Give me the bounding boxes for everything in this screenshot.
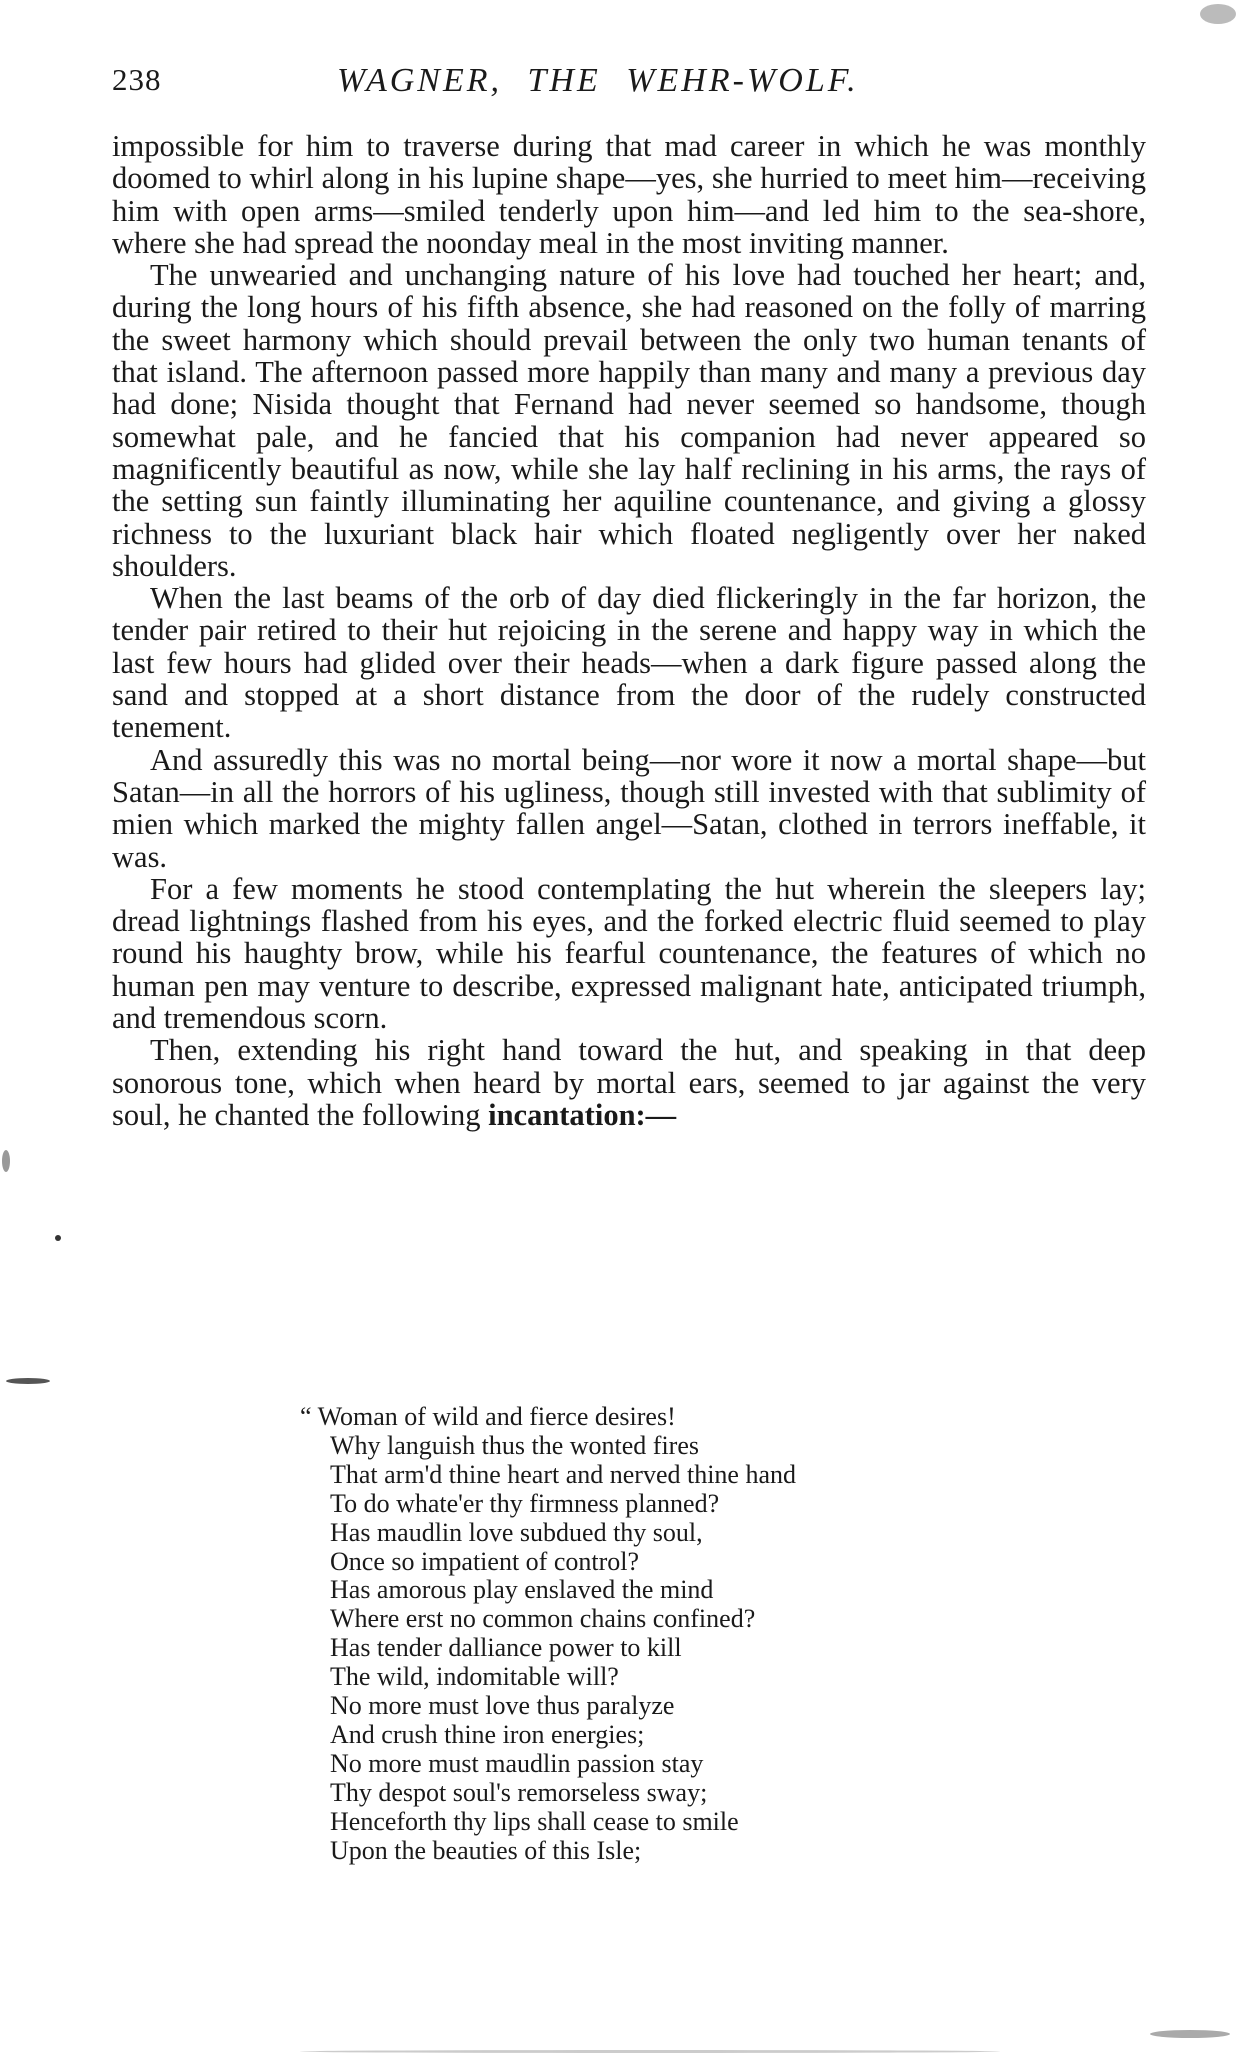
verse-line: That arm'd thine heart and nerved thine hand	[330, 1459, 797, 1489]
verse-line: “ Woman of wild and fierce desires!	[300, 1402, 676, 1431]
paragraph: For a few moments he stood contemplating the hut wherein the sleepers lay; dread lightnings flashed from his eyes, and the forked electric fluid seemed to play round his haughty brow, while his fearful countenance, the features of which no human pen may venture to describe, expressed malignant hate, anticipated triumph, and tremendous scorn.	[112, 871, 1146, 1036]
verse-line: To do whate'er thy firmness planned?	[330, 1488, 720, 1518]
incantation-verse	[300, 1403, 1060, 1866]
verse-line: No more must maudlin passion stay	[330, 1748, 704, 1778]
scan-speck	[1150, 2030, 1230, 2038]
verse-line: The wild, indomitable will?	[330, 1662, 619, 1692]
scan-speck	[2, 1150, 10, 1172]
scan-speck	[1200, 4, 1236, 24]
paragraph: impossible for him to traverse during that mad career in which he was monthly doomed to whirl along in his lupine shape—yes, she hurried to meet him—receiving him with open arms—smiled tenderly upon him—and led him to the sea-shore, where she had spread the noonday meal in the most inviting manner.	[112, 129, 1146, 260]
verse-line: Where erst no common chains confined?	[330, 1604, 756, 1634]
verse-line: Has amorous play enslaved the mind	[330, 1575, 714, 1605]
paragraph: The unwearied and unchanging nature of his love had touched her heart; and, during the long hours of his fifth absence, she had reasoned on the folly of marring the sweet harmony which should prevail between the only two human tenants of that island. The afternoon passed more happily than many and many a previous day had done; Nisida thought that Fernand had never seemed so handsome, though somewhat pale, and he fancied that his companion had never appeared so magnificently beautiful as now, while she lay half reclining in his arms, the rays of the setting sun faintly illuminating her aquiline countenance, and giving a glossy richness to the luxuriant black hair which floated negligently over her naked shoulders.	[112, 258, 1146, 583]
verse-line: Has maudlin love subdued thy soul,	[330, 1517, 703, 1547]
verse-line: Why languish thus the wonted fires	[330, 1430, 699, 1460]
body-text	[112, 130, 1146, 1131]
paragraph-text: Then, extending his right hand toward the hut, and speaking in that deep sonorous tone, which when heard by mortal ears, seemed to jar against the very soul, he chanted the following	[112, 1033, 1146, 1132]
verse-line: No more must love thus paralyze	[330, 1691, 675, 1721]
incantation-label: incantation:—	[488, 1097, 677, 1132]
verse-line: Upon the beauties of this Isle;	[330, 1835, 642, 1865]
verse-line: Thy despot soul's remorseless sway;	[330, 1777, 708, 1807]
verse-line: And crush thine iron energies;	[330, 1719, 645, 1749]
paragraph: When the last beams of the orb of day died flickeringly in the far horizon, the tender pair retired to their hut rejoicing in the serene and happy way in which the last few hours had glided over their heads—when a dark figure passed along the sand and stopped at a short distance from the door of the rudely constructed tenement.	[112, 581, 1146, 745]
scan-speck	[55, 1235, 61, 1241]
page-header	[112, 62, 1152, 112]
verse-line: Has tender dalliance power to kill	[330, 1633, 682, 1663]
paragraph	[112, 1034, 1146, 1131]
running-title: WAGNER, THE WEHR-WOLF.	[337, 62, 859, 99]
verse-line: Henceforth thy lips shall cease to smile	[330, 1806, 739, 1836]
paragraph: And assuredly this was no mortal being—nor wore it now a mortal shape—but Satan—in all the horrors of his ugliness, though still invested with that sublimity of mien which marked the mighty fallen angel—Satan, clothed in terrors ineffable, it was.	[112, 742, 1146, 874]
page-number: 238	[112, 62, 162, 97]
scan-speck	[300, 2050, 1000, 2053]
verse-line: Once so impatient of control?	[330, 1546, 640, 1576]
scan-speck	[6, 1378, 50, 1384]
